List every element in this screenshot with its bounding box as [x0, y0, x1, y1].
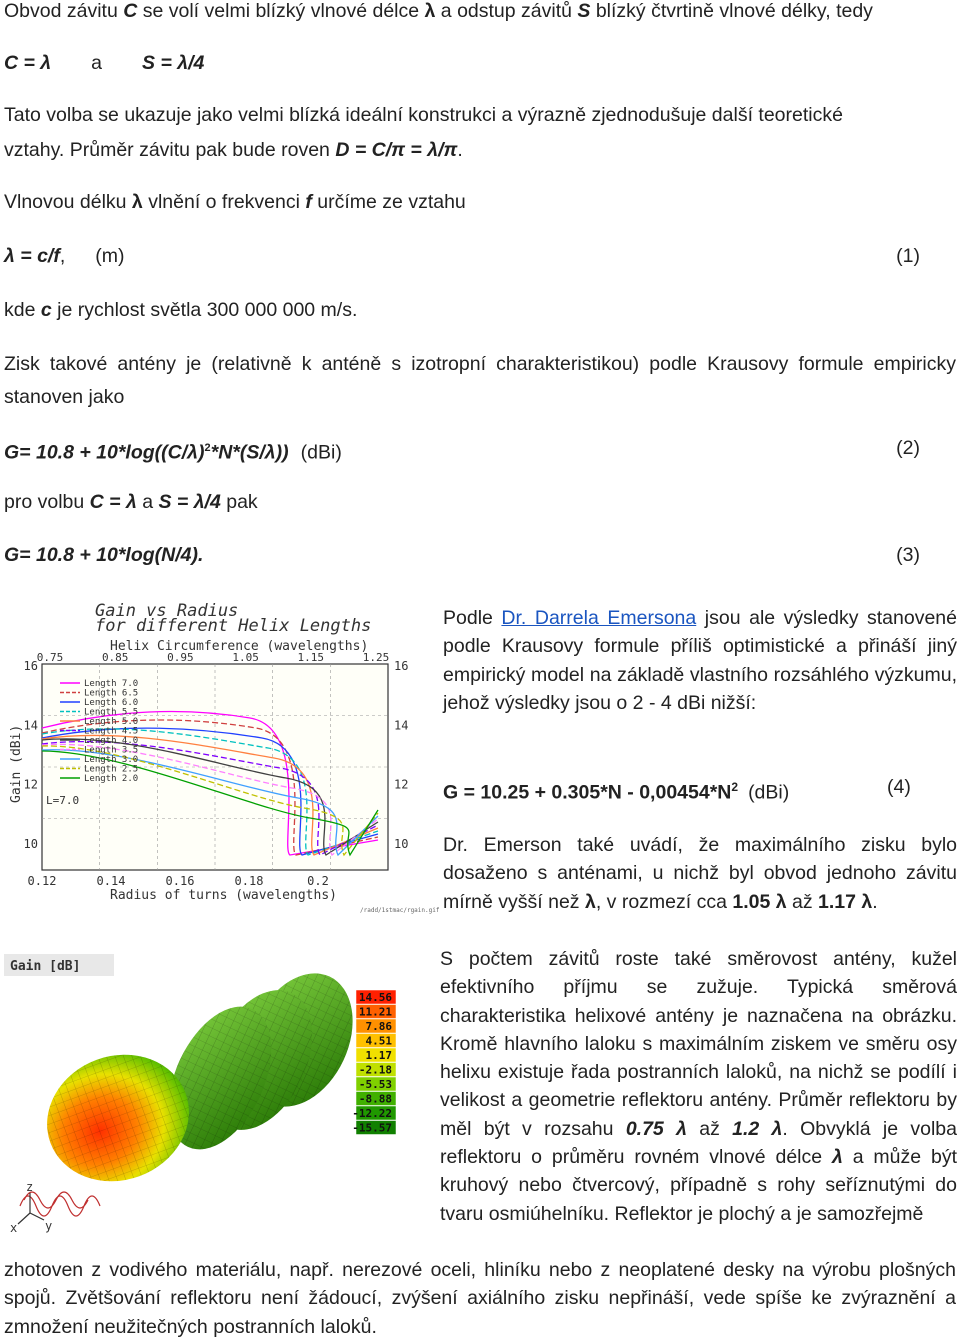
fig1-bottom-tick: 0.14 [96, 874, 126, 888]
radiation-pattern-figure [0, 948, 430, 1248]
paragraph-ideal-construction-1: Tato volba se ukazuje jako velmi blízká ideální konstrukci a výrazně zjednodušuje další teoretické [4, 104, 843, 126]
paragraph-ideal-construction-2: vztahy. Průměr závitu pak bude roven D = C/π = λ/π. [4, 139, 463, 161]
helix-coil [20, 1192, 100, 1216]
fig1-right-ticks [394, 659, 408, 851]
fig2-title: Gain [dB] [10, 959, 81, 974]
fig1-right-tick: 10 [394, 837, 409, 851]
axis-z-label: z [26, 1180, 34, 1194]
fig1-legend-item: Length 2.0 [84, 774, 139, 784]
equation-choice: C = λ a S = λ/4 [4, 52, 205, 74]
fig1-right-tick: 16 [394, 659, 409, 673]
paragraph-wavelength: Vlnovou délku λ vlnění o frekvenci f určíme ze vztahu [4, 191, 466, 213]
fig1-x-axis-label: Radius of turns (wavelengths) [110, 888, 337, 903]
fig1-legend-item: Length 3.0 [84, 755, 139, 765]
fig2-scale-label: -15.57 [352, 1121, 392, 1135]
fig1-left-ticks [24, 659, 38, 851]
fig1-legend-item: Length 4.5 [84, 726, 139, 737]
paragraph-speed-of-light: kde c je rychlost světla 300 000 000 m/s. [4, 299, 358, 321]
fig1-right-tick: 14 [394, 718, 409, 733]
fig1-left-tick: 10 [23, 837, 38, 851]
fig1-legend-item: Length 3.5 [84, 745, 139, 756]
fig1-top-tick: 1.25 [362, 651, 390, 664]
fig2-scale-label: 4.51 [365, 1034, 392, 1048]
equation-1: λ = c/f, (m) [4, 245, 125, 267]
paragraph-emerson: Podle Dr. Darrela Emersona jsou ale výsledky stanovené podle Krausovy formule příliš optimistické a přináší jiný empirický model na základě vlastního rozsáhlého výzkumu, jehož výsledky jsou o 2 - 4 dBi nižší: [443, 607, 957, 714]
fig2-scale-label: -12.22 [352, 1107, 392, 1120]
fig1-left-tick: 14 [23, 718, 38, 733]
fig1-title-1: Gain vs Radius [95, 601, 239, 621]
equation-2-number: (2) [896, 437, 920, 459]
fig1-bottom-tick: 0.18 [234, 874, 264, 888]
fig2-scale-label: 11.21 [358, 1005, 392, 1019]
fig2-scale-label: -5.53 [358, 1078, 392, 1091]
equation-4: $G = 10.25 + 0.305*N - 0,00454*N^2$ (dBi) [443, 780, 790, 804]
fig2-scale-label: 7.86 [365, 1020, 392, 1033]
fig1-legend-item: Length 4.0 [84, 736, 139, 746]
fig1-title-2: for different Helix Lengths [95, 616, 372, 636]
axis-y-label: y [45, 1219, 53, 1233]
fig1-bottom-tick: 0.12 [27, 874, 57, 888]
paragraph-directivity: S počtem závitů roste také směrovost antény, kužel efektivního příjmu se zužuje. Typická směrová charakteristika helixové antény je naznačena na obrázku. Kromě hlavního laloku s maximálním ziskem ve směru osy helixu existuje řada postranních laloků, na nichž se podílí i velikost a geometrie reflektoru antény. Průměr reflektoru by měl být v rozsahu 0.75 λ až 1.2 λ. Obvyklá je volba reflektoru o průměru rovném vlnové délce λ a může být kruhový nebo čtvercový, případně s rohy seříznutými do tvaru osmiúhelníku. Reflektor je plochý a je samozřejmě [440, 948, 957, 1225]
gain-vs-radius-chart [0, 598, 440, 916]
fig1-legend-item: Length 6.0 [84, 698, 139, 708]
equation-1-number: (1) [896, 245, 920, 267]
fig2-scale-label: -8.88 [358, 1092, 392, 1106]
paragraph-emerson-max-gain: Dr. Emerson také uvádí, že maximálního zisku bylo dosaženo s anténami, u nichž byl obvod jednoho závitu mírně vyšší než λ, v rozmezí cca 1.05 λ až 1.17 λ. [443, 834, 957, 913]
fig1-bottom-ticks [28, 874, 329, 888]
equation-3-number: (3) [896, 544, 920, 566]
fig1-top-tick: 0.95 [167, 651, 194, 664]
radiation-pattern-image [0, 948, 430, 1248]
fig1-legend-item: Length 5.5 [84, 707, 139, 718]
equation-2: $G= 10.8 + 10*\log((C/\lambda)^2*N*(S/\lambda))$ (dBi) [4, 441, 342, 464]
fig2-scale-label: 14.56 [358, 991, 392, 1004]
emerson-link[interactable]: Dr. Darrela Emersona [501, 607, 697, 629]
fig1-bottom-tick: 0.16 [165, 874, 195, 888]
fig1-y-axis-label: Gain (dBi) [9, 724, 24, 803]
fig1-legend-item: Length 7.0 [84, 679, 139, 689]
fig1-top-tick: 0.75 [36, 651, 64, 664]
fig1-top-tick: 1.05 [232, 651, 259, 664]
fig2-color-scale [352, 990, 396, 1135]
fig1-credit: /radd/1stmac/rgain.gif [360, 907, 440, 914]
fig2-scale-label: 1.17 [365, 1049, 392, 1062]
fig1-curve-label: L=7.0 [46, 794, 80, 807]
axis-x-label: x [10, 1221, 18, 1235]
fig1-top-axis-label: Helix Circumference (wavelengths) [110, 639, 369, 654]
fig1-legend-item: Length 6.5 [84, 688, 139, 699]
fig1-top-tick: 1.15 [297, 651, 325, 664]
gain-vs-radius-figure [0, 598, 440, 916]
fig2-scale-label: -2.18 [358, 1063, 392, 1077]
fig1-legend-item: Length 5.0 [84, 717, 139, 727]
fig1-right-tick: 12 [394, 777, 409, 792]
paragraph-reflector-material: zhotoven z vodivého materiálu, např. nerezové oceli, hliníku nebo z neoplatené desky na výrobu plošných spojů. Zvětšování reflektoru není žádoucí, zvýšení axiálního zisku nepřináší, vede spíše ke zvýraznění a zmnožení neužitečných postranních laloků. [4, 1259, 956, 1338]
fig1-legend-item: Length 2.5 [84, 764, 139, 775]
paragraph-kraus-formula: Zisk takové antény je (relativně k anténě s izotropní charakteristikou) podle Krausovy formule empiricky stanoven jako [4, 353, 956, 408]
paragraph-turn-circumference: Obvod závitu C se volí velmi blízký vlnové délce λ a odstup závitů S blízký čtvrtině vlnové délky, tedy [4, 0, 873, 22]
paragraph-for-choice: pro volbu C = λ a S = λ/4 pak [4, 491, 258, 513]
fig1-bottom-tick: 0.2 [307, 874, 329, 888]
fig1-top-tick: 0.85 [101, 651, 129, 664]
equation-4-number: (4) [887, 776, 911, 798]
fig1-left-tick: 12 [23, 777, 38, 792]
fig1-left-tick: 16 [23, 659, 38, 673]
equation-3: G= 10.8 + 10*log(N/4). [4, 544, 204, 566]
